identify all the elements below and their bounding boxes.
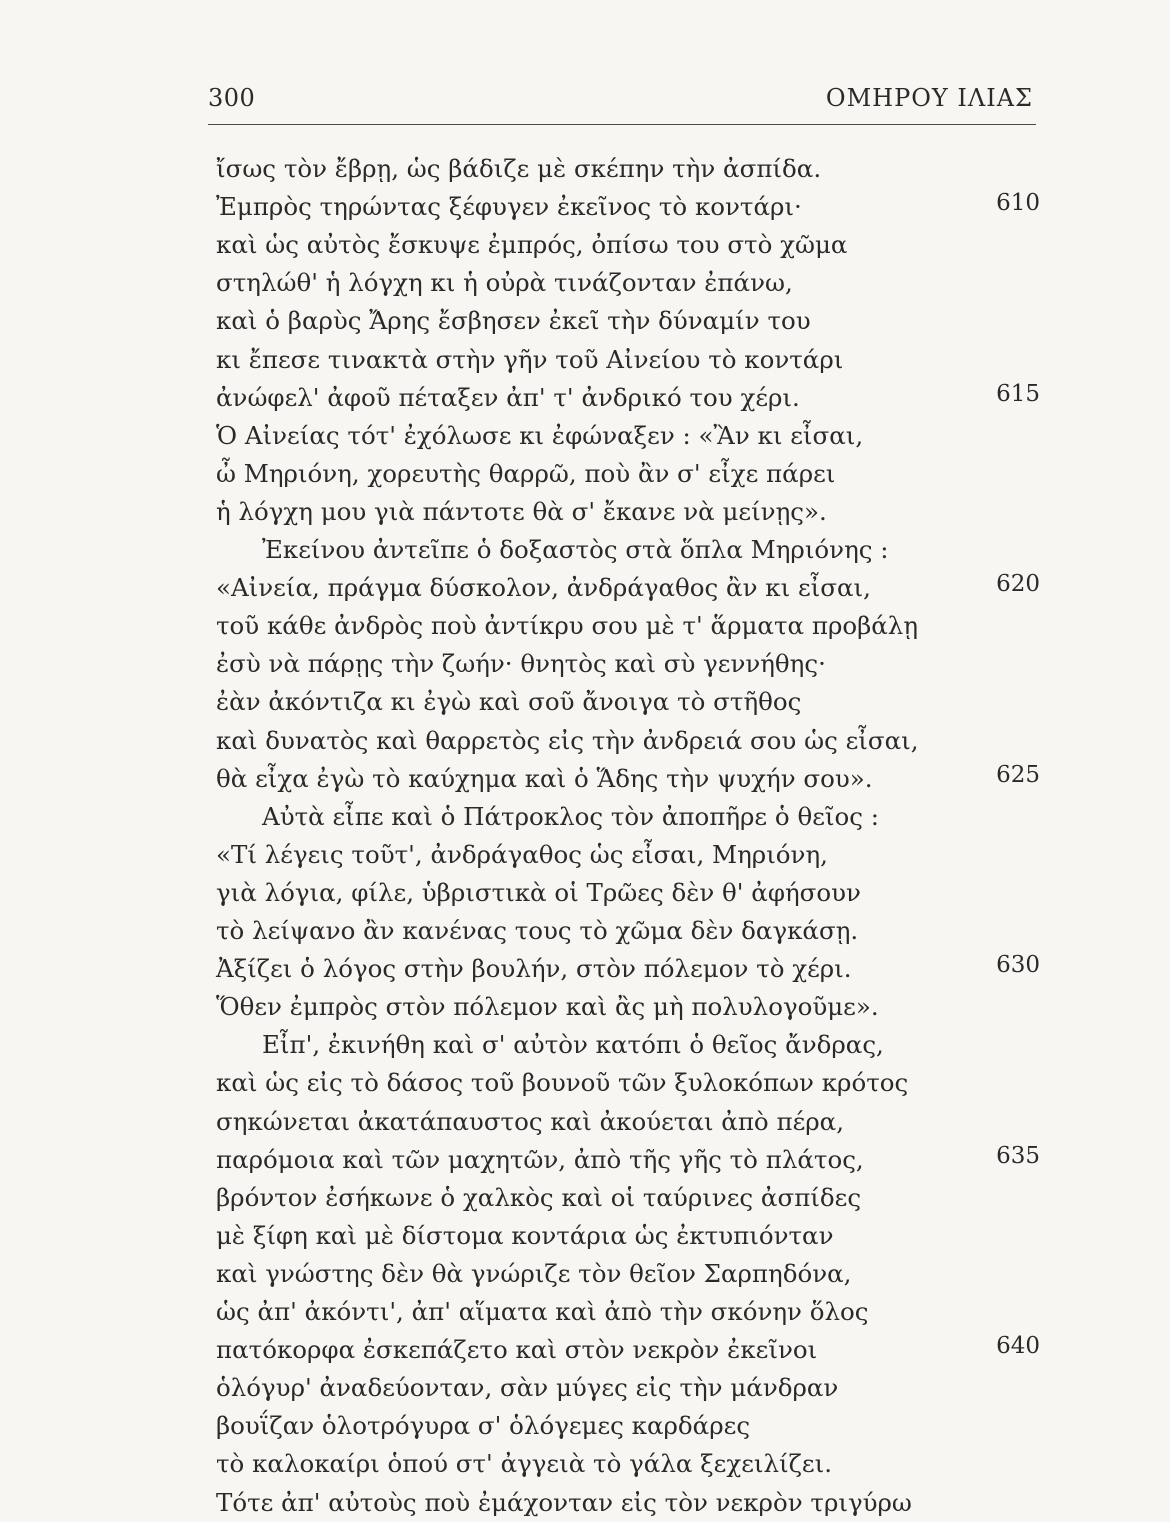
- verse-line: Ἐκείνου ἀντεῖπε ὁ δοξαστὸς στὰ ὅπλα Μηριόνης :: [262, 535, 889, 564]
- verse-line: Ἐμπρὸς τηρώντας ξέφυγεν ἐκεῖνος τὸ κοντάρι·: [216, 192, 802, 221]
- running-title: ΟΜΗΡΟΥ ΙΛΙΑΣ: [825, 84, 1033, 112]
- page-number: 300: [208, 84, 256, 112]
- line-number: 630: [996, 952, 1040, 978]
- verse-line: τοῦ κάθε ἀνδρὸς ποὺ ἀντίκρυ σου μὲ τ' ἅρματα προβάλῃ: [216, 611, 919, 640]
- verse-line: ἀνώφελ' ἀφοῦ πέταξεν ἀπ' τ' ἀνδρικό του χέρι.: [216, 383, 800, 412]
- line-number: 620: [996, 571, 1040, 597]
- verse-line: ἐὰν ἀκόντιζα κι ἐγὼ καὶ σοῦ ἄνοιγα τὸ στῆθος: [216, 687, 802, 716]
- verse-line: παρόμοια καὶ τῶν μαχητῶν, ἀπὸ τῆς γῆς τὸ πλάτος,: [216, 1145, 864, 1174]
- verse-line: μὲ ξίφη καὶ μὲ δίστομα κοντάρια ὡς ἐκτυπιόνταν: [216, 1221, 834, 1250]
- verse-line: Ὁ Αἰνείας τότ' ἐχόλωσε κι ἐφώναξεν : «Ἂν κι εἶσαι,: [216, 421, 864, 450]
- verse-line: Τότε ἀπ' αὐτοὺς ποὺ ἐμάχονταν εἰς τὸν νεκρὸν τριγύρω: [216, 1488, 912, 1517]
- verse-line: καὶ ὡς εἰς τὸ δάσος τοῦ βουνοῦ τῶν ξυλοκόπων κρότος: [216, 1068, 909, 1097]
- line-number: 640: [996, 1333, 1040, 1359]
- verse-line: Ἀξίζει ὁ λόγος στὴν βουλήν, στὸν πόλεμον τὸ χέρι.: [216, 954, 852, 983]
- verse-line: Εἶπ', ἐκινήθη καὶ σ' αὐτὸν κατόπι ὁ θεῖος ἄνδρας,: [262, 1030, 884, 1059]
- line-number: 635: [996, 1143, 1040, 1169]
- verse-line: τὸ λείψανο ἂν κανένας τους τὸ χῶμα δὲν δαγκάσῃ.: [216, 916, 859, 945]
- verse-line: θὰ εἶχα ἐγὼ τὸ καύχημα καὶ ὁ Ἅδης τὴν ψυχήν σου».: [216, 764, 873, 793]
- verse-line: τὸ καλοκαίρι ὁπού στ' ἀγγειὰ τὸ γάλα ξεχειλίζει.: [216, 1449, 833, 1478]
- verse-line: γιὰ λόγια, φίλε, ὑβριστικὰ οἱ Τρῶες δὲν θ' ἀφήσουν: [216, 878, 861, 907]
- line-number: 610: [996, 190, 1040, 216]
- header-rule: [208, 124, 1036, 125]
- verse-line: καὶ δυνατὸς καὶ θαρρετὸς εἰς τὴν ἀνδρειά σου ὡς εἶσαι,: [216, 726, 919, 755]
- verse-line: σηκώνεται ἀκατάπαυστος καὶ ἀκούεται ἀπὸ πέρα,: [216, 1107, 845, 1136]
- verse-line: βρόντον ἐσήκωνε ὁ χαλκὸς καὶ οἱ ταύρινες ἀσπίδες: [216, 1183, 862, 1212]
- verse-line: Αὐτὰ εἶπε καὶ ὁ Πάτροκλος τὸν ἀποπῆρε ὁ θεῖος :: [262, 802, 880, 831]
- verse-line: ἴσως τὸν ἔβρῃ, ὡς βάδιζε μὲ σκέπην τὴν ἀσπίδα.: [216, 154, 822, 183]
- verse-line: «Αἰνεία, πράγμα δύσκολον, ἀνδράγαθος ἂν κι εἶσαι,: [216, 573, 871, 602]
- verse-line: πατόκορφα ἐσκεπάζετο καὶ στὸν νεκρὸν ἐκεῖνοι: [216, 1335, 818, 1364]
- verse-line: Ὅθεν ἐμπρὸς στὸν πόλεμον καὶ ἂς μὴ πολυλογοῦμε».: [216, 992, 879, 1021]
- verse-line: καὶ γνώστης δὲν θὰ γνώριζε τὸν θεῖον Σαρπηδόνα,: [216, 1259, 852, 1288]
- verse-line: καὶ ὡς αὐτὸς ἔσκυψε ἐμπρός, ὀπίσω του στὸ χῶμα: [216, 230, 848, 259]
- verse-line: ὡς ἀπ' ἀκόντι', ἀπ' αἵματα καὶ ἀπὸ τὴν σκόνην ὅλος: [216, 1297, 869, 1326]
- line-number: 615: [996, 381, 1040, 407]
- verse-line: ἐσὺ νὰ πάρῃς τὴν ζωήν· θνητὸς καὶ σὺ γεννήθης·: [216, 649, 826, 678]
- verse-line: ὁλόγυρ' ἀναδεύονταν, σὰν μύγες εἰς τὴν μάνδραν: [216, 1373, 839, 1402]
- verse-line: κι ἔπεσε τινακτὰ στὴν γῆν τοῦ Αἰνείου τὸ κοντάρι: [216, 345, 844, 374]
- verse-line: καὶ ὁ βαρὺς Ἄρης ἔσβησεν ἐκεῖ τὴν δύναμίν του: [216, 306, 811, 335]
- verse-line: «Τί λέγεις τοῦτ', ἀνδράγαθος ὡς εἶσαι, Μηριόνη,: [216, 840, 828, 869]
- verse-line: στηλώθ' ἡ λόγχη κι ἡ οὐρὰ τινάζονταν ἐπάνω,: [216, 268, 793, 297]
- verse-line: ὦ Μηριόνη, χορευτὴς θαρρῶ, ποὺ ἂν σ' εἶχε πάρει: [216, 459, 836, 488]
- line-number: 625: [996, 762, 1040, 788]
- verse-line: ἡ λόγχη μου γιὰ πάντοτε θὰ σ' ἔκανε νὰ μείνῃς».: [216, 497, 827, 526]
- verse-line: βουΐζαν ὁλοτρόγυρα σ' ὁλόγεμες καρδάρες: [216, 1411, 751, 1440]
